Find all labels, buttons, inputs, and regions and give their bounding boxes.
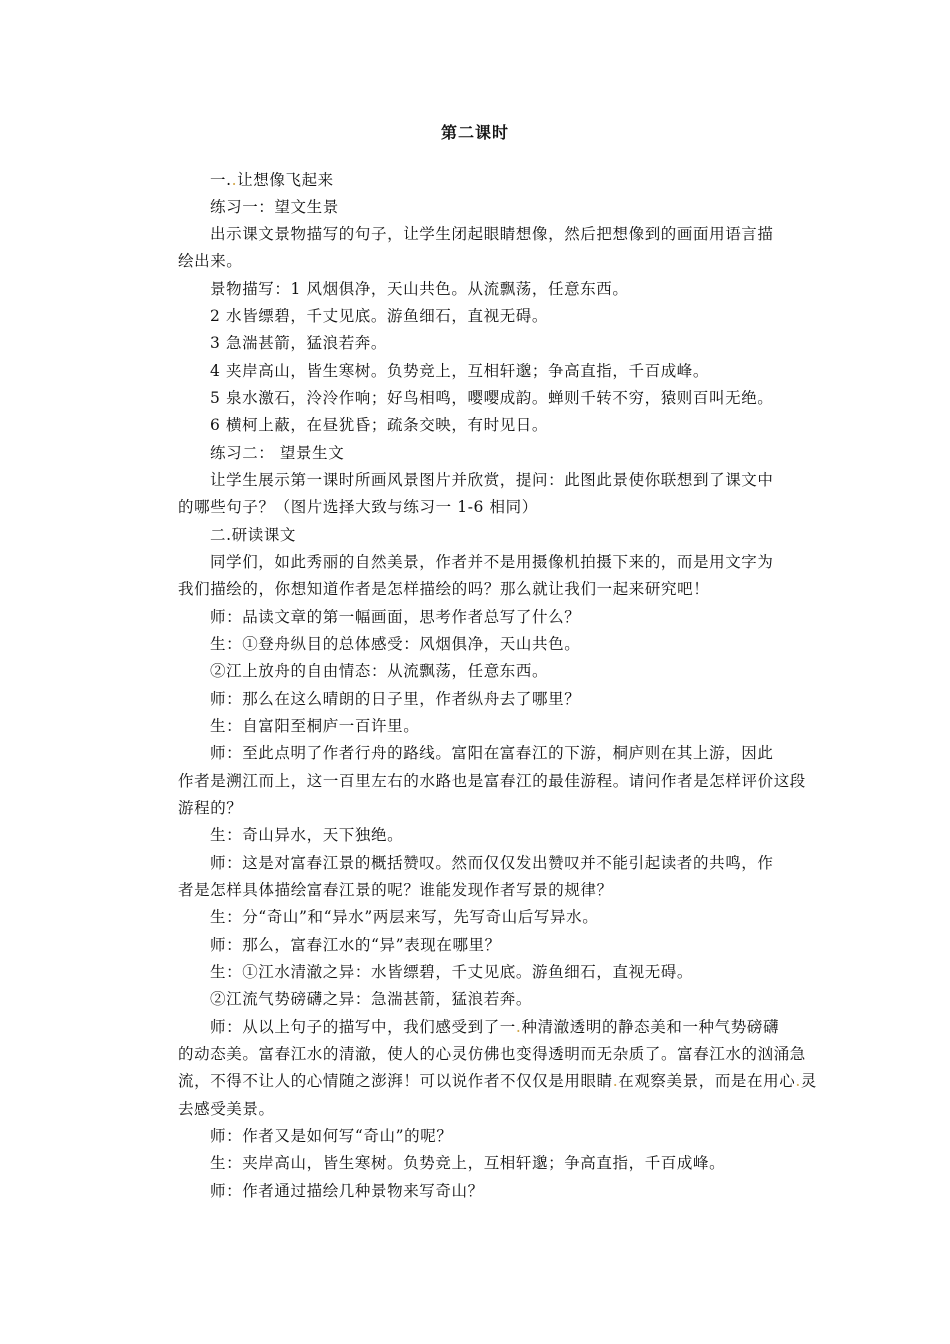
text-line: 我们描绘的，你想知道作者是怎样描绘的吗？那么就让我们一起来研究吧！ xyxy=(178,580,710,598)
text-line: 生：奇山异水，天下独绝。 xyxy=(210,826,404,844)
text-line: 师：那么在这么晴朗的日子里，作者纵舟去了哪里？ xyxy=(210,690,581,708)
section-heading-2: 二.研读课文 xyxy=(210,526,297,544)
text-line: 师：作者通过描绘几种景物来写奇山？ xyxy=(210,1182,484,1200)
text-line: 师：那么，富春江水的“异”表现在哪里？ xyxy=(210,936,501,954)
text-line: 师：至此点明了作者行舟的路线。富阳在富春江的下游，桐庐则在其上游，因此 xyxy=(210,744,774,762)
text-line: 游程的？ xyxy=(178,799,243,817)
text-line: ②江上放舟的自由情态：从流飘荡，任意东西。 xyxy=(210,662,549,680)
text-line: 5 泉水激石，泠泠作响；好鸟相鸣，嘤嘤成韵。蝉则千转不穷，猿则百叫无绝。 xyxy=(210,389,774,407)
text-line: 生：夹岸高山，皆生寒树。负势竞上，互相轩邈；争高直指，千百成峰。 xyxy=(210,1154,726,1172)
text-line: 生：①登舟纵目的总体感受：风烟俱净，天山共色。 xyxy=(210,635,581,653)
text-line: 去感受美景。 xyxy=(178,1100,275,1118)
text-line: 流，不得不让人的心情随之澎湃！可以说作者不仅仅是用眼睛.在观察美景，而是在用心.灵 xyxy=(178,1072,817,1090)
text-line: 让学生展示第一课时所画风景图片并欣赏，提问：此图此景使你联想到了课文中 xyxy=(210,471,774,489)
text-line: 2 水皆缥碧，千丈见底。游鱼细石，直视无碍。 xyxy=(210,307,548,325)
text-line: 3 急湍甚箭，猛浪若奔。 xyxy=(210,334,387,352)
text-line: 师：作者又是如何写“奇山”的呢？ xyxy=(210,1127,453,1145)
text-line: 同学们，如此秀丽的自然美景，作者并不是用摄像机拍摄下来的，而是用文字为 xyxy=(210,553,774,571)
text-line: 绘出来。 xyxy=(178,252,243,270)
lesson-title: 第二课时 xyxy=(440,123,509,142)
text-line: ②江流气势磅礴之异：急湍甚箭，猛浪若奔。 xyxy=(210,990,533,1008)
text-line: 生：自富阳至桐庐一百许里。 xyxy=(210,717,420,735)
text-line: 6 横柯上蔽，在昼犹昏；疏条交映，有时见日。 xyxy=(210,416,548,434)
text-line: 的哪些句子？（图片选择大致与练习一 1-6 相同） xyxy=(178,498,538,516)
text-line: 景物描写：1 风烟俱净，天山共色。从流飘荡，任意东西。 xyxy=(210,280,629,298)
text-line: 者是怎样具体描绘富春江景的呢？谁能发现作者写景的规律？ xyxy=(178,881,613,899)
text-line: 的动态美。富春江水的清澈，使人的心灵仿佛也变得透明而无杂质了。富春江水的汹涌急 xyxy=(178,1045,806,1063)
section-heading-1: 一..让想像飞起来 xyxy=(210,171,334,189)
text-line: 生：分“奇山”和“异水”两层来写，先写奇山后写异水。 xyxy=(210,908,599,926)
text-line: 生：①江水清澈之异：水皆缥碧，千丈见底。游鱼细石，直视无碍。 xyxy=(210,963,694,981)
text-line: 师：这是对富春江景的概括赞叹。然而仅仅发出赞叹并不能引起读者的共鸣，作 xyxy=(210,854,774,872)
text-line: 师：品读文章的第一幅画面，思考作者总写了什么？ xyxy=(210,608,581,626)
text-line: 师：从以上句子的描写中，我们感受到了一.种清澈透明的静态美和一种气势磅礴 xyxy=(210,1018,780,1036)
text-line: 作者是溯江而上，这一百里左右的水路也是富春江的最佳游程。请问作者是怎样评价这段 xyxy=(178,772,806,790)
text-line: 练习二： 望景生文 xyxy=(210,444,345,462)
text-line: 4 夹岸高山，皆生寒树。负势竞上，互相轩邈；争高直指，千百成峰。 xyxy=(210,362,709,380)
text-line: 练习一：望文生景 xyxy=(210,198,339,216)
text-line: 出示课文景物描写的句子，让学生闭起眼睛想像，然后把想像到的画面用语言描 xyxy=(210,225,774,243)
